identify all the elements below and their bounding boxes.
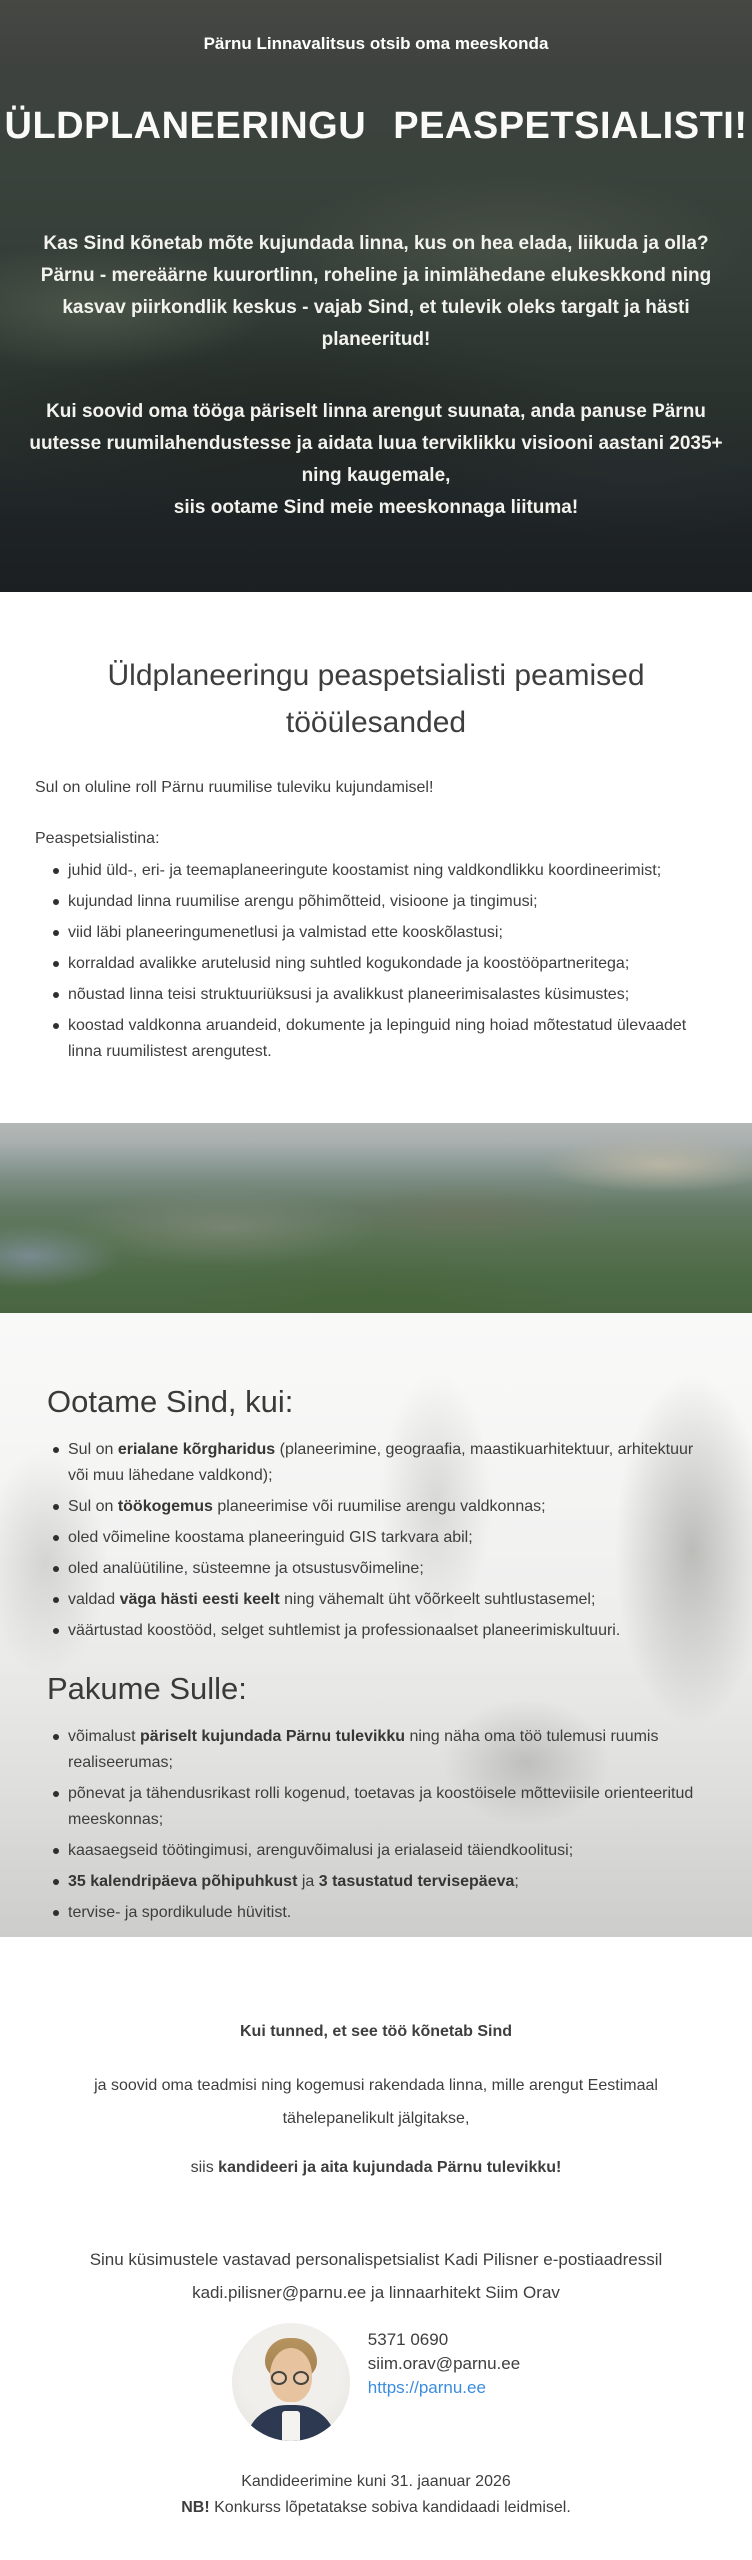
hero-paragraph-1: Kas Sind kõnetab mõte kujundada linna, kus on hea elada, liikuda ja olla? Pärnu - mereäärne kuurortlinn, roheline ja inimlähedane elukeskkond ning kasvav piirkondlik keskus - vajab Sind, et tulevik oleks targalt ja hästi planeeritud!	[40, 233, 712, 350]
offer-list	[0, 1724, 714, 1926]
list-item	[52, 889, 714, 915]
text-segment: siis	[190, 2159, 219, 2176]
text-segment: 3 tasustatud tervisepäeva	[318, 1873, 515, 1890]
text-segment: nõustad linna teisi struktuuriüksusi ja avalikkust planeerimisalastes küsimustes;	[68, 986, 630, 1003]
application-deadline: Kandideerimine kuni 31. jaanuar 2026	[241, 2473, 511, 2490]
list-item	[52, 1900, 714, 1926]
text-segment: viid läbi planeeringumenetlusi ja valmistad ette kooskõlastusi;	[68, 924, 503, 941]
text-segment: päriselt kujundada Pärnu tulevikku	[140, 1728, 405, 1745]
text-segment: tervise- ja spordikulude hüvitist.	[68, 1904, 292, 1921]
text-segment: 35 kalendripäeva põhipuhkust	[68, 1873, 298, 1890]
list-item	[52, 951, 714, 977]
hero-paragraph-2-last-line: siis ootame Sind meie meeskonnaga liituma!	[173, 497, 579, 518]
hero-section	[0, 0, 752, 592]
requirements-and-offer-section	[0, 1313, 752, 1937]
contact-avatar	[232, 2323, 350, 2441]
list-item	[52, 1587, 714, 1613]
tasks-list	[0, 858, 714, 1065]
tasks-heading: Üldplaneeringu peaspetsialisti peamised tööülesanded	[107, 659, 645, 739]
text-segment: koostad valdkonna aruandeid, dokumente ja lepinguid ning hoiad mõtestatud ülevaadet linna ruumilistest arengutest.	[68, 1017, 687, 1060]
hero-paragraph-2	[29, 396, 723, 524]
hero-paragraph-2-text: Kui soovid oma tööga päriselt linna arengut suunata, anda panuse Pärnu uutesse ruumilahendustesse ja aidata luua terviklikku visiooni aastani 2035+ ning kaugemale,	[29, 401, 723, 486]
text-segment: kujundad linna ruumilise arengu põhimõtteid, visioone ja tingimusi;	[68, 893, 538, 910]
list-item	[52, 982, 714, 1008]
text-segment: oled analüütiline, süsteemne ja otsustusvõimeline;	[68, 1560, 424, 1577]
contact-intro: Sinu küsimustele vastavad personalispetsialist Kadi Pilisner e-postiaadressil kadi.pilisner@parnu.ee ja linnaarhitekt Siim Orav	[89, 2250, 663, 2302]
contact-card	[0, 2323, 752, 2441]
expect-list	[0, 1437, 714, 1644]
apply-section	[0, 1937, 752, 2560]
text-segment: planeerimise või ruumilise arengu valdkonnas;	[212, 1498, 546, 1515]
text-segment: väärtustad koostööd, selget suhtlemist ja professionaalset planeerimiskultuuri.	[68, 1622, 621, 1639]
text-segment: oled võimeline koostama planeeringuid GIS tarkvara abil;	[68, 1529, 473, 1546]
list-item	[52, 1724, 714, 1776]
text-segment: ja	[297, 1873, 319, 1890]
text-segment: kandideeri ja aita kujundada Pärnu tulevikku!	[218, 2159, 562, 2176]
city-aerial-photo	[0, 1123, 752, 1313]
text-segment: valdad	[68, 1591, 120, 1608]
contact-details	[368, 2323, 520, 2400]
text-segment: Konkurss lõpetatakse sobiva kandidaadi leidmisel.	[209, 2499, 571, 2516]
text-segment: juhid üld-, eri- ja teemaplaneeringute koostamist ning valdkondlikku koordineerimist;	[68, 862, 662, 879]
tasks-section	[0, 592, 752, 1123]
contact-website-link[interactable]: https://parnu.ee	[367, 2378, 486, 2397]
cta-line-2: ja soovid oma teadmisi ning kogemusi rakendada linna, mille arengut Eestimaal tähelepanelikult jälgitakse,	[94, 2077, 658, 2127]
contact-email: siim.orav@parnu.ee	[367, 2354, 521, 2373]
avatar-glasses-left-shape	[271, 2371, 287, 2385]
expect-heading: Ootame Sind, kui:	[47, 1384, 294, 1419]
text-segment: kaasaegseid töötingimusi, arenguvõimalusi ja erialaseid täiendkoolitusi;	[68, 1842, 574, 1859]
text-segment: väga hästi eesti keelt	[119, 1591, 280, 1608]
list-item	[52, 1525, 714, 1551]
list-item	[52, 1556, 714, 1582]
text-segment: Sul on	[68, 1441, 118, 1458]
page-title: ÜLDPLANEERINGU PEASPETSIALISTI!	[4, 105, 748, 147]
list-item	[52, 1838, 714, 1864]
avatar-glasses-right-shape	[293, 2371, 309, 2385]
list-item	[52, 1494, 714, 1520]
contact-phone: 5371 0690	[367, 2330, 449, 2349]
list-item	[52, 1437, 714, 1489]
text-segment: erialane kõrgharidus	[117, 1441, 276, 1458]
list-item	[52, 858, 714, 884]
footer-note	[0, 2495, 752, 2521]
offer-heading: Pakume Sulle:	[47, 1671, 247, 1706]
cta-line-3	[0, 2157, 752, 2179]
list-item	[52, 1869, 714, 1895]
text-segment: ;	[514, 1873, 519, 1890]
text-segment: Sul on	[68, 1498, 118, 1515]
hero-kicker: Pärnu Linnavalitsus otsib oma meeskonda	[203, 34, 549, 53]
text-segment: korraldad avalikke arutelusid ning suhtled kogukondade ja koostööpartneritega;	[68, 955, 630, 972]
text-segment: ning vähemalt üht võõrkeelt suhtlustasemel;	[279, 1591, 596, 1608]
list-item	[52, 920, 714, 946]
footer	[0, 2469, 752, 2521]
list-item	[52, 1618, 714, 1644]
text-segment: võimalust	[68, 1728, 141, 1745]
text-segment: töökogemus	[117, 1498, 213, 1515]
text-segment: põnevat ja tähendusrikast rolli kogenud, toetavas ja koostöisele mõtteviisile orienteeritud meeskonnas;	[68, 1785, 694, 1828]
cta-line-1: Kui tunned, et see töö kõnetab Sind	[239, 2023, 512, 2040]
avatar-shirt-shape	[282, 2411, 300, 2441]
list-item	[52, 1781, 714, 1833]
list-item	[52, 1013, 714, 1065]
text-segment: NB!	[181, 2499, 210, 2516]
text-segment: (planeerimine, geograafia, maastikuarhitektuur, arhitektuur või muu lähedane valdkond);	[68, 1441, 694, 1484]
tasks-list-label: Peaspetsialistina:	[35, 830, 160, 847]
tasks-intro: Sul on oluline roll Pärnu ruumilise tuleviku kujundamisel!	[35, 779, 434, 796]
text-segment: ning näha oma töö tulemusi ruumis realiseerumas;	[68, 1728, 659, 1771]
